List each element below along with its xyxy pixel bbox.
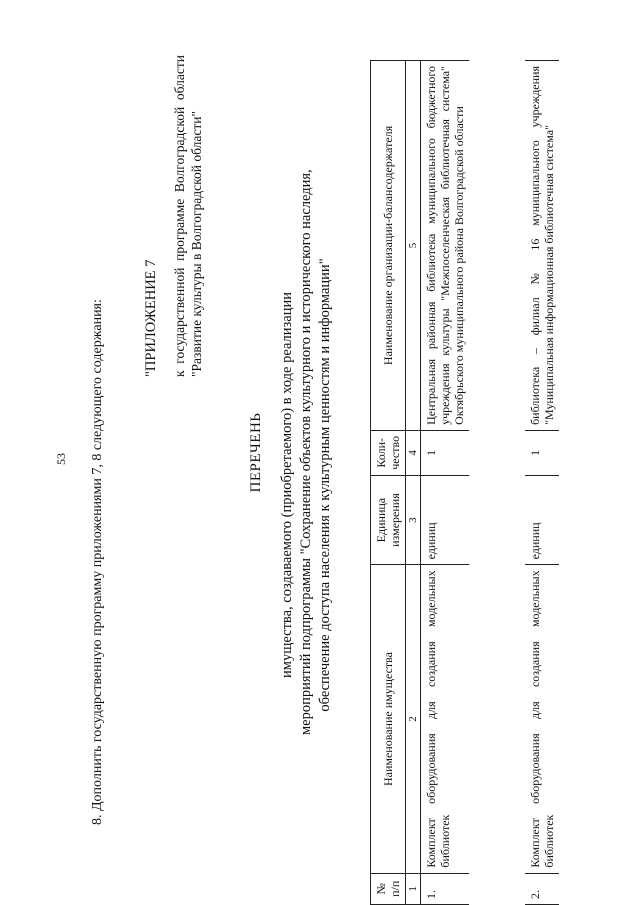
- document-heading: ПЕРЕЧЕНЬ: [248, 412, 264, 493]
- row-quantity: 1: [525, 430, 559, 475]
- table-row: [525, 61, 559, 905]
- column-number: 4: [406, 430, 421, 475]
- appendix-body: к государственной программе Волгоградской области "Развитие культуры в Волгоградской области": [172, 55, 204, 377]
- column-number: 1: [406, 873, 421, 904]
- header-unit: Единица измерения: [371, 475, 406, 565]
- column-number-row: [406, 61, 421, 905]
- table-header-row: [371, 61, 406, 905]
- column-number: 5: [406, 61, 421, 431]
- table-row: [421, 61, 470, 905]
- header-organization: Наименование организации-балансодержателя: [371, 61, 406, 431]
- row-organization: Центральная районная библиотека муниципального бюджетного учреждения культуры "Межпоселенческая библиотечная система" Октябрьского муниципального района Волгоградской области: [421, 61, 470, 431]
- row-gap: [469, 61, 525, 905]
- subtitle-line-3: обеспечение доступа населения к культурным ценностям и информации": [317, 258, 333, 712]
- subtitle-line-1: имущества, создаваемого (приобретаемого) в ходе реализации: [279, 292, 295, 678]
- row-property-name: Комплект оборудования для создания модельных библиотек: [421, 565, 470, 873]
- row-number: 2.: [525, 873, 559, 904]
- header-number: № п/п: [371, 873, 406, 904]
- subtitle-line-2: мероприятий подпрограммы "Сохранение объектов культурного и исторического наследия,: [298, 169, 314, 735]
- row-organization: библиотека – филиал № 16 муниципального учреждения "Муниципальная информационная библиотечная система": [525, 61, 559, 431]
- row-quantity: 1: [421, 430, 470, 475]
- column-number: 3: [406, 475, 421, 565]
- appendix-title: "ПРИЛОЖЕНИЕ 7: [143, 259, 159, 377]
- column-number: 2: [406, 565, 421, 873]
- property-table: [370, 60, 559, 905]
- row-number: 1.: [421, 873, 470, 904]
- row-property-name: Комплект оборудования для создания модельных библиотек: [525, 565, 559, 873]
- document-subtitle: [278, 169, 335, 735]
- page-number: 53: [54, 453, 68, 465]
- header-property-name: Наименование имущества: [371, 565, 406, 873]
- row-unit: единиц: [421, 475, 470, 565]
- row-unit: единиц: [525, 475, 559, 565]
- intro-paragraph: 8. Дополнить государственную программу приложениями 7, 8 следующего содержания:: [90, 299, 105, 825]
- header-quantity: Коли-чество: [371, 430, 406, 475]
